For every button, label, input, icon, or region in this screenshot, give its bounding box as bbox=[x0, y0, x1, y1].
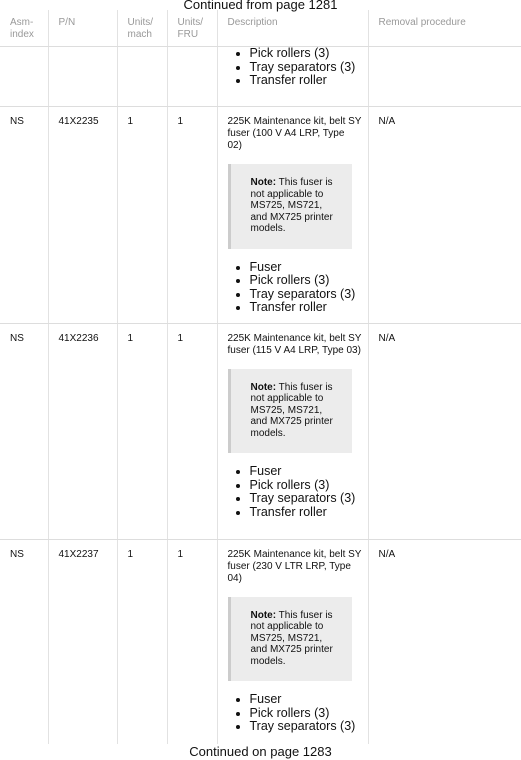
part-number-cell: 41X2235 bbox=[48, 107, 117, 324]
column-header: Units/ mach bbox=[117, 10, 167, 47]
continued-from-label: Continued from page 1281 bbox=[183, 0, 338, 12]
description-cell bbox=[217, 47, 368, 107]
description-text: 225K Maintenance kit, belt SY fuser (115 V A4 LRP, Type 03) bbox=[227, 332, 362, 356]
units-fru-cell bbox=[167, 47, 217, 107]
note-box bbox=[228, 369, 352, 454]
list-item: • Transfer roller bbox=[250, 301, 362, 315]
note-label: Note: bbox=[250, 177, 277, 188]
units-mach-cell: 1 bbox=[117, 323, 167, 539]
asm-index-cell bbox=[0, 47, 48, 107]
note-text: This fuser is not applicable to MS725, MS721, and MX725 printer models. bbox=[250, 381, 333, 439]
note-label: Note: bbox=[250, 381, 277, 393]
kit-parts-list bbox=[228, 693, 362, 734]
list-item: • Pick rollers (3) bbox=[250, 47, 362, 61]
list-item: • Pick rollers (3) bbox=[250, 274, 362, 288]
table-header-row bbox=[0, 10, 521, 47]
column-header: Asm-index bbox=[0, 10, 48, 47]
table-row bbox=[0, 539, 521, 744]
list-item: • Transfer roller bbox=[250, 506, 362, 520]
table-row bbox=[0, 323, 521, 539]
note-box bbox=[228, 597, 352, 682]
asm-index-cell: NS bbox=[0, 539, 48, 744]
removal-procedure-cell: N/A bbox=[368, 539, 521, 744]
column-header: Description bbox=[217, 10, 368, 47]
table-row bbox=[0, 107, 521, 324]
description-text: 225K Maintenance kit, belt SY fuser (230 V LTR LRP, Type 04) bbox=[227, 548, 362, 584]
continued-on-label: Continued on page 1283 bbox=[0, 744, 521, 759]
list-item: • Pick rollers (3) bbox=[250, 479, 362, 493]
column-header: Units/ FRU bbox=[167, 10, 217, 47]
description-cell bbox=[217, 323, 368, 539]
kit-parts-list bbox=[228, 465, 362, 519]
asm-index-cell: NS bbox=[0, 323, 48, 539]
list-item: • Fuser bbox=[250, 261, 362, 275]
part-number-cell: 41X2237 bbox=[48, 539, 117, 744]
removal-procedure-cell: N/A bbox=[368, 107, 521, 324]
units-mach-cell: 1 bbox=[117, 107, 167, 324]
description-cell bbox=[217, 539, 368, 744]
list-item: • Pick rollers (3) bbox=[250, 707, 362, 721]
units-fru-cell: 1 bbox=[167, 323, 217, 539]
units-fru-cell: 1 bbox=[167, 539, 217, 744]
list-item: • Tray separators (3) bbox=[250, 61, 362, 75]
note-text: This fuser is not applicable to MS725, MS721, and MX725 printer models. bbox=[250, 609, 333, 667]
table-row bbox=[0, 47, 521, 107]
asm-index-cell: NS bbox=[0, 107, 48, 324]
description-cell bbox=[217, 107, 368, 324]
part-number-cell: 41X2236 bbox=[48, 323, 117, 539]
description-text: 225K Maintenance kit, belt SY fuser (100 V A4 LRP, Type 02) bbox=[227, 116, 362, 151]
list-item: • Fuser bbox=[250, 465, 362, 479]
part-number-cell bbox=[48, 47, 117, 107]
units-fru-cell: 1 bbox=[167, 107, 217, 324]
units-mach-cell bbox=[117, 47, 167, 107]
kit-parts-list bbox=[228, 47, 362, 88]
column-header: P/N bbox=[48, 10, 117, 47]
removal-procedure-cell bbox=[368, 47, 521, 107]
kit-parts-list bbox=[228, 261, 362, 315]
list-item: • Tray separators (3) bbox=[250, 288, 362, 302]
units-mach-cell: 1 bbox=[117, 539, 167, 744]
note-text: This fuser is not applicable to MS725, MS721, and MX725 printer models. bbox=[250, 177, 333, 234]
list-item: • Transfer roller bbox=[250, 74, 362, 88]
list-item: • Tray separators (3) bbox=[250, 492, 362, 506]
note-box bbox=[228, 164, 352, 249]
removal-procedure-cell: N/A bbox=[368, 323, 521, 539]
parts-table-container bbox=[0, 10, 521, 744]
parts-table bbox=[0, 10, 521, 744]
list-item: • Fuser bbox=[250, 693, 362, 707]
list-item: • Tray separators (3) bbox=[250, 720, 362, 734]
column-header: Removal procedure bbox=[368, 10, 521, 47]
note-label: Note: bbox=[250, 609, 277, 621]
